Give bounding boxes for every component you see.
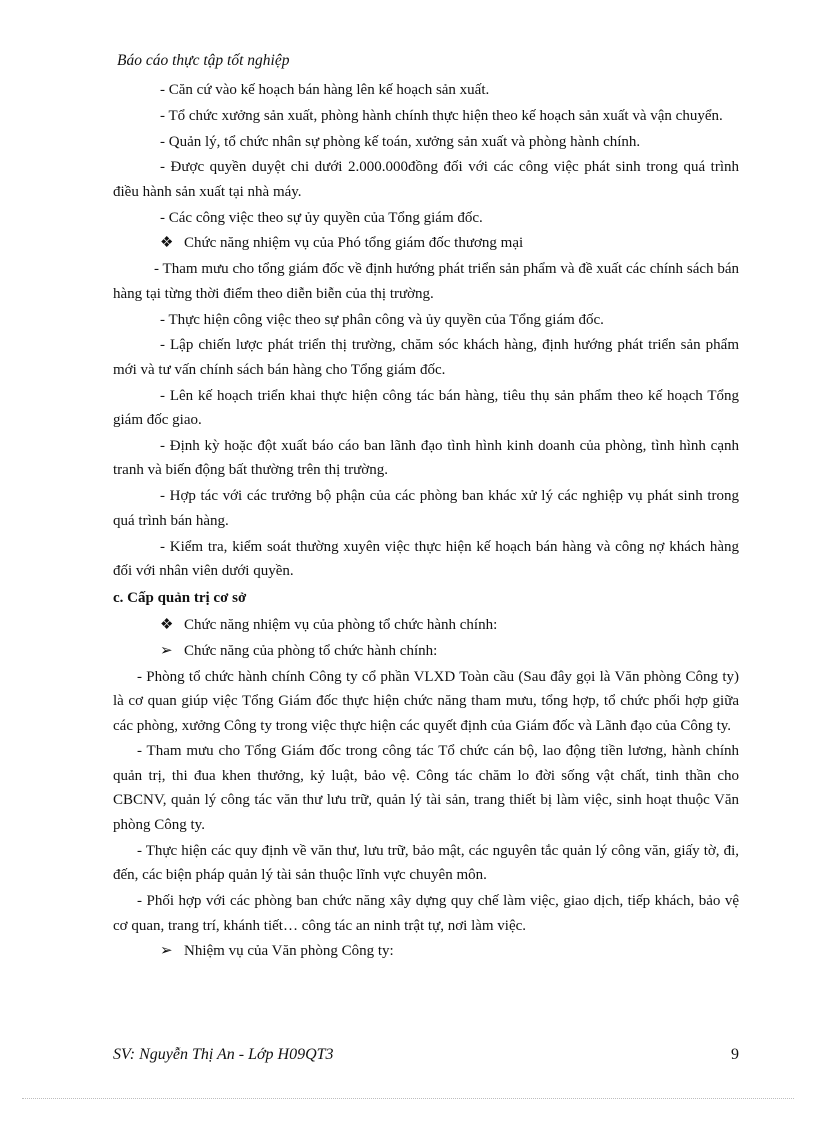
paragraph: - Tổ chức xưởng sản xuất, phòng hành chính thực hiện theo kế hoạch sản xuất và vận chuyển. — [160, 107, 723, 124]
bullet-text: Chức năng của phòng tổ chức hành chính: — [184, 642, 438, 659]
bullet-text: Nhiệm vụ của Văn phòng Công ty: — [184, 943, 394, 960]
diamond-bullet-icon: ❖ — [160, 617, 174, 634]
arrow-bullet-icon: ➢ — [160, 943, 173, 960]
bullet-text: Chức năng nhiệm vụ của Phó tổng giám đốc thương mại — [184, 235, 524, 252]
bullet-item — [113, 939, 739, 964]
paragraph: - Phòng tổ chức hành chính Công ty cổ phần VLXD Toàn cầu (Sau đây gọi là Văn phòng Công ty) là cơ quan giúp việc Tổng Giám đốc thực hiện chức năng tham mưu, tổng hợp, tổ chức phối hợp giữa các phòng, xưởng Công ty trong việc thực hiện các quyết định của Giám đốc và Lãnh đạo của Công ty. — [113, 668, 739, 734]
paragraph: - Thực hiện các quy định về văn thư, lưu trữ, bảo mật, các nguyên tắc quản lý công văn, giấy tờ, đi, đến, các biện pháp quản lý tài sản thuộc lĩnh vực chuyên môn. — [113, 842, 739, 884]
paragraph: - Hợp tác với các trưởng bộ phận của các phòng ban khác xử lý các nghiệp vụ phát sinh trong quá trình bán hàng. — [113, 488, 739, 529]
section-heading: c. Cấp quản trị cơ sở — [113, 589, 247, 606]
bullet-text: Chức năng nhiệm vụ của phòng tổ chức hành chính: — [184, 617, 498, 634]
arrow-bullet-icon: ➢ — [160, 642, 173, 659]
paragraph: - Thực hiện công việc theo sự phân công và ủy quyền của Tổng giám đốc. — [160, 311, 604, 328]
paragraph: - Phối hợp với các phòng ban chức năng xây dựng quy chế làm việc, giao dịch, tiếp khách, bảo vệ cơ quan, trang trí, khánh tiết… công tác an ninh trật tự, nơi làm việc. — [113, 893, 739, 934]
paragraph: - Căn cứ vào kế hoạch bán hàng lên kế hoạch sản xuất. — [160, 82, 490, 98]
diamond-bullet-icon: ❖ — [160, 235, 174, 252]
paragraph: - Tham mưu cho Tổng Giám đốc trong công tác Tổ chức cán bộ, lao động tiền lương, hành chính quản trị, thi đua khen thưởng, kỷ luật, bảo vệ. Công tác chăm lo đời sống vật chất, tinh thần cho CBCNV, quản lý công tác văn thư lưu trữ, quản lý tài sản, trang thiết bị làm việc, sinh hoạt thuộc Văn phòng Công ty. — [113, 743, 739, 833]
page-header: Báo cáo thực tập tốt nghiệp — [117, 52, 290, 69]
paragraph: - Lên kế hoạch triển khai thực hiện công tác bán hàng, tiêu thụ sản phẩm theo kế hoạch Tổng giám đốc giao. — [113, 387, 739, 429]
footer-author: SV: Nguyễn Thị An - Lớp H09QT3 — [113, 1046, 334, 1063]
paragraph: - Định kỳ hoặc đột xuất báo cáo ban lãnh đạo tình hình kinh doanh của phòng, tình hình cạnh tranh và biến động bất thường trên thị trường. — [113, 437, 739, 479]
page-footer — [113, 1046, 739, 1064]
paragraph: - Kiểm tra, kiểm soát thường xuyên việc thực hiện kế hoạch bán hàng và công nợ khách hàng đối với nhân viên dưới quyền. — [113, 538, 739, 580]
paragraph: - Quản lý, tổ chức nhân sự phòng kế toán, xưởng sản xuất và phòng hành chính. — [160, 133, 641, 150]
page-number: 9 — [731, 1046, 739, 1063]
document-body — [113, 78, 739, 965]
page-bottom-divider — [22, 1098, 794, 1099]
paragraph: - Lập chiến lược phát triển thị trường, chăm sóc khách hàng, định hướng phát triển sản phẩm mới và tư vấn chính sách bán hàng cho Tổng giám đốc. — [113, 337, 739, 378]
bullet-item — [113, 613, 739, 638]
bullet-item — [113, 639, 739, 664]
paragraph: - Được quyền duyệt chi dưới 2.000.000đồng đối với các công việc phát sinh trong quá trình điều hành sản xuất tại nhà máy. — [113, 159, 739, 200]
bullet-item — [113, 231, 739, 256]
paragraph: - Các công việc theo sự ủy quyền của Tổng giám đốc. — [160, 209, 483, 226]
paragraph: - Tham mưu cho tổng giám đốc về định hướng phát triển sản phẩm và đề xuất các chính sách bán hàng tại từng thời điểm theo diễn biễn của thị trường. — [113, 261, 739, 302]
